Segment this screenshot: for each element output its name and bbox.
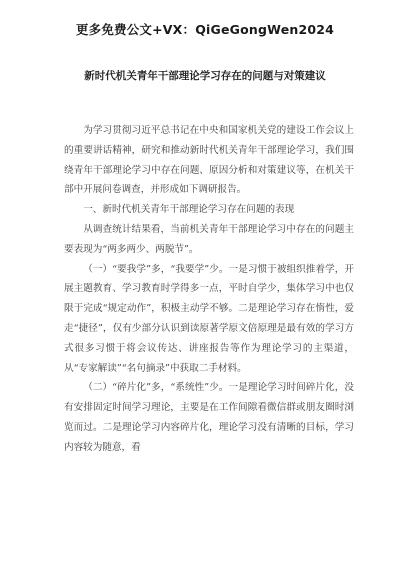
point-one-paragraph: （一）“要我学”多，“我要学”少。一是习惯于被组织推着学，开展主题教育、学习教育时学得多一点，平时自学少，集体学习中也仅限于完成“规定动作”，积极主动学不够。二是理论学习存在惰性，爱走“捷径”，仅有少部分认识到读原著学原文倍原理是最有效的学习方式很多习惯于将会议传达、讲座报告等作为理论学习的主渠道，从“专家解读”“名句摘录”中获取二手材料。 [64,263,354,374]
point-two-paragraph: （二）“碎片化”多，“系统性”少。一是理论学习时间碎片化，没有安排固定时间学习理论，主要是在工作间隙看微信群或朋友圈时浏览而过。二是理论学习内容碎片化，理论学习没有清晰的目标，学习内容较为随意，看 [64,382,354,453]
intro-paragraph: 为学习贯彻习近平总书记在中央和国家机关党的建设工作会议上的重要讲话精神，研究和推动新时代机关青年干部理论学习，我们围绕青年干部理论学习中存在问题、原因分析和对策建议等，在机关干部中开展问卷调查，并形成如下调研报告。 [64,125,354,196]
summary-paragraph: 从调查统计结果看，当前机关青年干部理论学习中存在的问题主要表现为“两多两少、两脱节”。 [64,223,354,255]
document-title: 新时代机关青年干部理论学习存在的问题与对策建议 [84,70,326,82]
document-body [64,121,354,458]
section-heading: 一、新时代机关青年干部理论学习存在问题的表现 [83,204,295,216]
document-header: 更多免费公文+VX：QiGeGongWen2024 [75,22,335,37]
